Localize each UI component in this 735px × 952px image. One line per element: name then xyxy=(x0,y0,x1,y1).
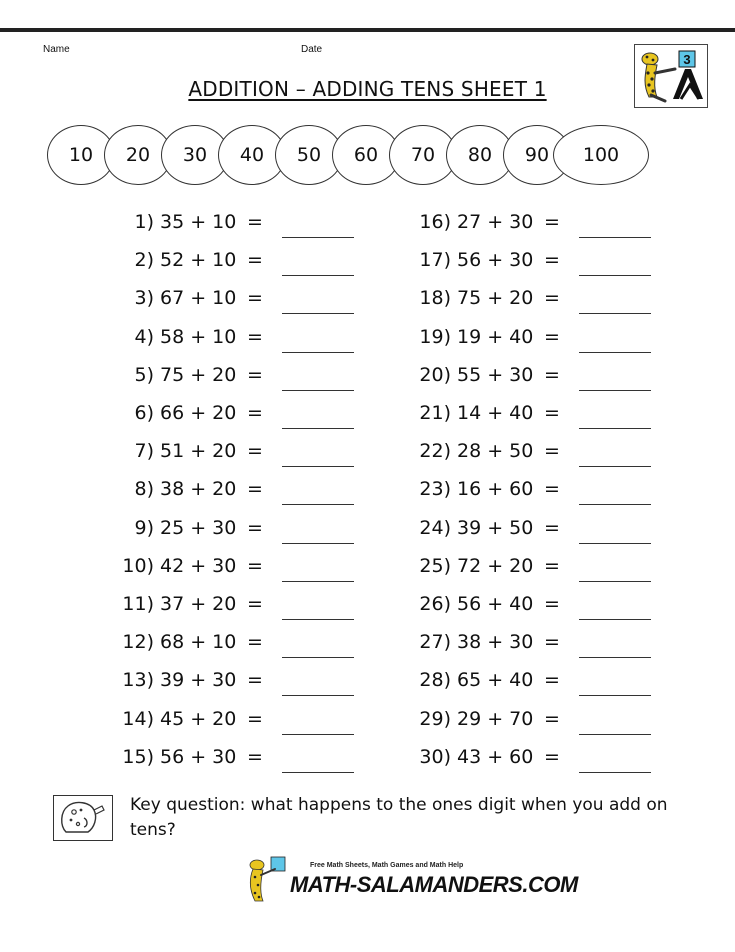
answer-blank[interactable] xyxy=(579,543,651,544)
problem-number: 22) xyxy=(419,440,451,463)
problem-expression: 19 + 40 xyxy=(457,325,534,348)
answer-blank[interactable] xyxy=(282,428,354,429)
problem-expression: 28 + 50 xyxy=(457,440,534,463)
problem-expression: 27 + 30 xyxy=(457,211,534,233)
equals-sign: = xyxy=(544,211,560,233)
problem-number: 10) xyxy=(122,554,154,577)
problem-number: 28) xyxy=(419,669,451,692)
problem-row xyxy=(102,669,362,707)
answer-blank[interactable] xyxy=(579,428,651,429)
problem-number: 27) xyxy=(419,631,451,654)
problem-number: 26) xyxy=(419,593,451,615)
problem-number: 4) xyxy=(134,325,154,348)
name-label: Name xyxy=(43,44,70,55)
problem-row xyxy=(399,211,659,249)
problem-number: 5) xyxy=(134,363,154,386)
problem-row xyxy=(399,478,659,516)
problem-number: 7) xyxy=(134,440,154,463)
problem-number: 16) xyxy=(419,211,451,233)
problem-expression: 39 + 30 xyxy=(160,669,237,692)
problem-row xyxy=(399,708,659,746)
problem-number: 8) xyxy=(134,478,154,501)
problem-number: 2) xyxy=(134,249,154,272)
equals-sign: = xyxy=(544,478,560,501)
problem-expression: 56 + 30 xyxy=(457,249,534,272)
equals-sign: = xyxy=(544,363,560,386)
equals-sign: = xyxy=(544,707,560,730)
problem-expression: 38 + 30 xyxy=(457,631,534,654)
problem-number: 9) xyxy=(134,516,154,539)
footer-tagline: Free Math Sheets, Math Games and Math Help xyxy=(310,862,464,869)
answer-blank[interactable] xyxy=(282,504,354,505)
tens-oval: 10 xyxy=(47,125,115,185)
equals-sign: = xyxy=(544,669,560,692)
problem-expression: 58 + 10 xyxy=(160,325,237,348)
problem-expression: 38 + 20 xyxy=(160,478,237,501)
problem-row xyxy=(102,287,362,325)
answer-blank[interactable] xyxy=(282,237,354,238)
problem-expression: 35 + 10 xyxy=(160,211,237,233)
problem-row xyxy=(399,440,659,478)
problem-row xyxy=(102,326,362,364)
problem-expression: 66 + 20 xyxy=(160,402,237,424)
answer-blank[interactable] xyxy=(579,466,651,467)
answer-blank[interactable] xyxy=(579,619,651,620)
problem-number: 13) xyxy=(122,669,154,692)
problem-row xyxy=(399,555,659,593)
equals-sign: = xyxy=(544,745,560,768)
problem-number: 24) xyxy=(419,516,451,539)
problem-number: 6) xyxy=(134,402,154,424)
problem-number: 21) xyxy=(419,402,451,424)
problem-row xyxy=(399,746,659,784)
problem-number: 15) xyxy=(122,745,154,768)
equals-sign: = xyxy=(247,554,263,577)
problem-row xyxy=(102,708,362,746)
tens-oval: 60 xyxy=(332,125,400,185)
problem-row xyxy=(102,631,362,669)
answer-blank[interactable] xyxy=(579,581,651,582)
equals-sign: = xyxy=(247,249,263,272)
answer-blank[interactable] xyxy=(282,313,354,314)
grade-badge-number: 3 xyxy=(683,52,691,67)
problem-number: 14) xyxy=(122,707,154,730)
problem-row xyxy=(399,593,659,631)
tens-oval: 100 xyxy=(553,125,649,185)
equals-sign: = xyxy=(247,516,263,539)
problem-expression: 75 + 20 xyxy=(457,287,534,310)
problem-expression: 67 + 10 xyxy=(160,287,237,310)
key-question: Key question: what happens to the ones digit when you add on tens? xyxy=(130,795,668,840)
problem-row xyxy=(399,402,659,440)
problem-row xyxy=(102,555,362,593)
answer-blank[interactable] xyxy=(282,543,354,544)
tens-strip xyxy=(0,125,735,187)
problem-row xyxy=(102,211,362,249)
answer-blank[interactable] xyxy=(282,619,354,620)
equals-sign: = xyxy=(247,325,263,348)
salamander-logo-icon xyxy=(634,44,708,108)
problem-expression: 39 + 50 xyxy=(457,516,534,539)
problem-row xyxy=(399,517,659,555)
answer-blank[interactable] xyxy=(579,657,651,658)
equals-sign: = xyxy=(544,325,560,348)
problem-expression: 43 + 60 xyxy=(457,745,534,768)
footer-brand xyxy=(235,855,578,905)
footer-site-name: MATH-SALAMANDERS.COM xyxy=(290,872,578,897)
problem-expression: 56 + 30 xyxy=(160,745,237,768)
problem-number: 19) xyxy=(419,325,451,348)
equals-sign: = xyxy=(544,402,560,424)
problem-row xyxy=(399,631,659,669)
tens-oval: 20 xyxy=(104,125,172,185)
equals-sign: = xyxy=(544,516,560,539)
tens-oval: 40 xyxy=(218,125,286,185)
tens-oval: 50 xyxy=(275,125,343,185)
answer-blank[interactable] xyxy=(282,466,354,467)
equals-sign: = xyxy=(247,440,263,463)
answer-blank[interactable] xyxy=(282,734,354,735)
problem-expression: 51 + 20 xyxy=(160,440,237,463)
tens-oval: 80 xyxy=(446,125,514,185)
equals-sign: = xyxy=(247,745,263,768)
answer-blank[interactable] xyxy=(282,390,354,391)
problem-row xyxy=(399,249,659,287)
problem-expression: 75 + 20 xyxy=(160,363,237,386)
equals-sign: = xyxy=(247,211,263,233)
problem-row xyxy=(399,287,659,325)
answer-blank[interactable] xyxy=(579,390,651,391)
salamander-footer-icon xyxy=(235,855,295,905)
tens-oval: 70 xyxy=(389,125,457,185)
answer-blank[interactable] xyxy=(579,772,651,773)
equals-sign: = xyxy=(247,402,263,424)
problem-expression: 16 + 60 xyxy=(457,478,534,501)
problem-number: 11) xyxy=(122,593,154,615)
answer-blank[interactable] xyxy=(282,772,354,773)
problem-expression: 14 + 40 xyxy=(457,402,534,424)
problem-expression: 45 + 20 xyxy=(160,707,237,730)
problem-expression: 72 + 20 xyxy=(457,554,534,577)
problem-row xyxy=(399,669,659,707)
equals-sign: = xyxy=(544,440,560,463)
problem-row xyxy=(102,478,362,516)
problem-number: 17) xyxy=(419,249,451,272)
problem-number: 25) xyxy=(419,554,451,577)
answer-blank[interactable] xyxy=(282,352,354,353)
equals-sign: = xyxy=(544,631,560,654)
problem-expression: 65 + 40 xyxy=(457,669,534,692)
problem-row xyxy=(399,364,659,402)
problem-expression: 52 + 10 xyxy=(160,249,237,272)
problem-number: 1) xyxy=(134,211,154,233)
answer-blank[interactable] xyxy=(579,237,651,238)
tens-oval: 30 xyxy=(161,125,229,185)
equals-sign: = xyxy=(544,287,560,310)
problem-expression: 29 + 70 xyxy=(457,707,534,730)
problem-row xyxy=(399,326,659,364)
problem-number: 29) xyxy=(419,707,451,730)
answer-blank[interactable] xyxy=(579,352,651,353)
problem-row xyxy=(102,746,362,784)
problem-expression: 55 + 30 xyxy=(457,363,534,386)
answer-blank[interactable] xyxy=(579,313,651,314)
problem-number: 3) xyxy=(134,287,154,310)
page-title: ADDITION – ADDING TENS SHEET 1 xyxy=(188,77,547,101)
answer-blank[interactable] xyxy=(579,734,651,735)
equals-sign: = xyxy=(247,631,263,654)
equals-sign: = xyxy=(247,363,263,386)
equals-sign: = xyxy=(544,554,560,577)
problem-expression: 25 + 30 xyxy=(160,516,237,539)
problem-number: 12) xyxy=(122,631,154,654)
answer-blank[interactable] xyxy=(282,275,354,276)
problem-number: 23) xyxy=(419,478,451,501)
answer-blank[interactable] xyxy=(579,504,651,505)
equals-sign: = xyxy=(247,287,263,310)
problem-row xyxy=(102,440,362,478)
equals-sign: = xyxy=(247,707,263,730)
equals-sign: = xyxy=(247,593,263,615)
answer-blank[interactable] xyxy=(282,695,354,696)
problem-row xyxy=(102,593,362,631)
tens-oval: 90 xyxy=(503,125,571,185)
problem-row xyxy=(102,402,362,440)
problem-expression: 37 + 20 xyxy=(160,593,237,615)
problem-number: 18) xyxy=(419,287,451,310)
answer-blank[interactable] xyxy=(579,275,651,276)
problem-number: 30) xyxy=(419,745,451,768)
equals-sign: = xyxy=(247,669,263,692)
problem-expression: 56 + 40 xyxy=(457,593,534,615)
answer-blank[interactable] xyxy=(282,657,354,658)
problem-row xyxy=(102,364,362,402)
equals-sign: = xyxy=(544,593,560,615)
problem-row xyxy=(102,249,362,287)
answer-blank[interactable] xyxy=(579,695,651,696)
problem-number: 20) xyxy=(419,363,451,386)
equals-sign: = xyxy=(247,478,263,501)
problem-expression: 68 + 10 xyxy=(160,631,237,654)
problem-expression: 42 + 30 xyxy=(160,554,237,577)
problem-row xyxy=(102,517,362,555)
date-label: Date xyxy=(301,44,323,55)
header-rule xyxy=(0,28,735,32)
answer-blank[interactable] xyxy=(282,581,354,582)
thinking-face-icon xyxy=(53,795,113,841)
equals-sign: = xyxy=(544,249,560,272)
